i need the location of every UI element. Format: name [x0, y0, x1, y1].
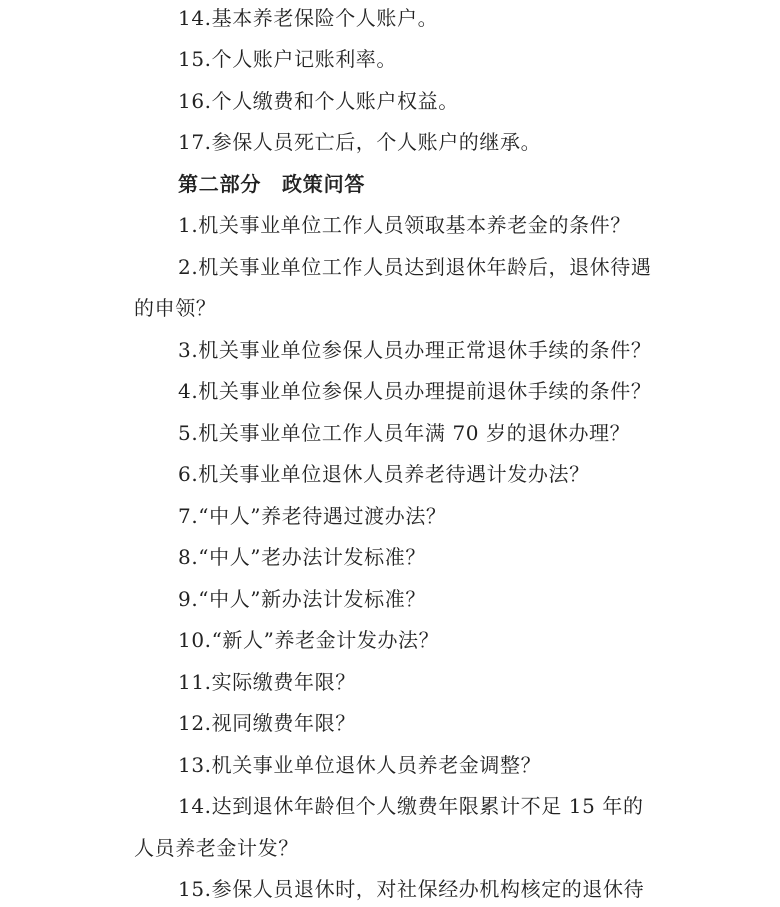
question-11: 11.实际缴费年限？: [178, 670, 356, 694]
question-7: 7.“中人”养老待遇过渡办法？: [178, 504, 447, 528]
question-2-line-1: 2.机关事业单位工作人员达到退休年龄后，退休待遇: [178, 255, 652, 279]
question-5: 5.机关事业单位工作人员年满 70 岁的退休办理？: [178, 421, 631, 445]
question-12: 12.视同缴费年限？: [178, 711, 356, 735]
question-10: 10.“新人”养老金计发办法？: [178, 628, 440, 652]
question-14-line-1: 14.达到退休年龄但个人缴费年限累计不足 15 年的: [178, 794, 644, 818]
question-15-line-1: 15.参保人员退休时，对社保经办机构核定的退休待: [178, 877, 645, 901]
question-14-line-2: 人员养老金计发？: [134, 836, 299, 860]
question-1: 1.机关事业单位工作人员领取基本养老金的条件？: [178, 213, 631, 237]
question-6: 6.机关事业单位退休人员养老待遇计发办法？: [178, 462, 590, 486]
question-8: 8.“中人”老办法计发标准？: [178, 545, 426, 569]
question-4: 4.机关事业单位参保人员办理提前退休手续的条件？: [178, 379, 652, 403]
question-13: 13.机关事业单位退休人员养老金调整？: [178, 753, 542, 777]
question-3: 3.机关事业单位参保人员办理正常退休手续的条件？: [178, 338, 652, 362]
item-17-account-inheritance: 17.参保人员死亡后，个人账户的继承。: [178, 130, 542, 154]
question-9: 9.“中人”新办法计发标准？: [178, 587, 426, 611]
item-16-contribution-rights: 16.个人缴费和个人账户权益。: [178, 89, 459, 113]
item-15-interest-rate: 15.个人账户记账利率。: [178, 47, 398, 71]
question-2-line-2: 的申领？: [134, 296, 217, 320]
section-heading-part-two: 第二部分 政策问答: [178, 172, 366, 196]
item-14-personal-account: 14.基本养老保险个人账户。: [178, 6, 439, 30]
